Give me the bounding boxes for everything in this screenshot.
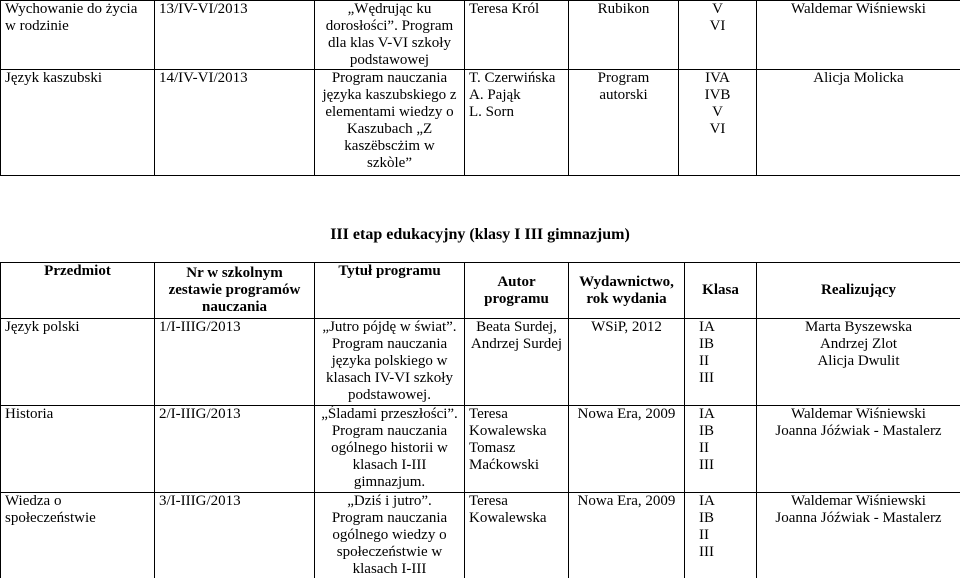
class-line: II [699,353,752,370]
class-line: IA [699,493,752,510]
class-line: IB [699,423,752,440]
class-line: II [699,440,752,457]
class-cell [685,319,757,406]
table-row [1,1,960,70]
title-line: kaszëbscżim w [319,138,460,155]
class-line: III [699,457,752,474]
teacher-line: Andrzej Zlot [761,336,956,353]
table-header-row [1,263,960,319]
teacher-line: Waldemar Wiśniewski [761,406,956,423]
title-line: Program nauczania [319,423,460,440]
author-line: L. Sorn [469,104,564,121]
title-line: gimnazjum. [319,474,460,491]
title-line: Kaszubach „Z [319,121,460,138]
publisher-cell: Nowa Era, 2009 [569,493,685,578]
title-line: podstawowej [319,52,460,69]
author-line: Maćkowski [469,457,564,474]
author-line: Teresa Król [469,1,564,18]
class-line: II [699,527,752,544]
subject-cell: Język kaszubski [1,70,155,176]
program-line: Rubikon [573,1,674,18]
header-publisher: Wydawnictwo, rok wydania [569,263,685,319]
title-line: elementami wiedzy o [319,104,460,121]
author-line: Beata Surdej, [469,319,564,336]
program-line: Program [573,70,674,87]
program-cell [569,1,679,70]
author-line: Teresa [469,406,564,423]
title-line: Program nauczania [319,70,460,87]
title-line: „Śladami przeszłości”. [319,406,460,423]
teacher-line: Alicja Molicka [761,70,956,87]
publisher-cell: Nowa Era, 2009 [569,406,685,493]
section-heading: III etap edukacyjny (klasy I III gimnazjum) [0,226,960,244]
header-title: Tytuł programu [315,263,465,319]
class-line: VI [683,121,752,138]
title-line: „Wędrując ku [319,1,460,18]
class-line: IA [699,406,752,423]
title-cell [315,319,465,406]
top-table [0,0,960,176]
teacher-cell [757,493,960,578]
title-line: ogólnego historii w [319,440,460,457]
title-line: szkòle” [319,155,460,172]
programs-table [0,262,960,578]
class-cell [685,493,757,578]
teacher-line: Alicja Dwulit [761,353,956,370]
class-line: V [683,104,752,121]
title-cell [315,493,465,578]
subject-cell: Wiedza o społeczeństwie [1,493,155,578]
number-cell: 13/IV-VI/2013 [155,1,315,70]
class-line: III [699,544,752,561]
title-line: Program nauczania [319,336,460,353]
teacher-line: Waldemar Wiśniewski [761,493,956,510]
teacher-line: Joanna Jóźwiak - Mastalerz [761,510,956,527]
table-row [1,406,960,493]
author-line: T. Czerwińska [469,70,564,87]
subject-cell: Historia [1,406,155,493]
title-line: klasach IV-VI szkoły [319,370,460,387]
teacher-cell [757,406,960,493]
title-line: języka polskiego w [319,353,460,370]
class-cell [679,70,757,176]
header-author: Autor programu [465,263,569,319]
title-line: „Jutro pójdę w świat”. [319,319,460,336]
author-line: Kowalewska [469,423,564,440]
number-cell: 1/I-IIIG/2013 [155,319,315,406]
header-subject: Przedmiot [1,263,155,319]
subject-cell: Wychowanie do życia w rodzinie [1,1,155,70]
title-cell [315,70,465,176]
author-line: Tomasz [469,440,564,457]
number-cell: 2/I-IIIG/2013 [155,406,315,493]
author-cell [465,319,569,406]
table-row [1,493,960,578]
title-cell [315,1,465,70]
author-line: Kowalewska [469,510,564,527]
header-teacher: Realizujący [757,263,960,319]
publisher-cell: WSiP, 2012 [569,319,685,406]
author-cell [465,406,569,493]
number-cell: 14/IV-VI/2013 [155,70,315,176]
title-line: „Dziś i jutro”. [319,493,460,510]
class-line: III [699,370,752,387]
class-cell [685,406,757,493]
title-line: klasach I-III [319,457,460,474]
class-line: VI [683,18,752,35]
header-class: Klasa [685,263,757,319]
title-line: Program nauczania [319,510,460,527]
teacher-line: Marta Byszewska [761,319,956,336]
class-line: V [683,1,752,18]
title-line: klasach I-III [319,561,460,578]
number-cell: 3/I-IIIG/2013 [155,493,315,578]
subject-cell: Język polski [1,319,155,406]
program-cell [569,70,679,176]
author-line: Teresa [469,493,564,510]
title-line: języka kaszubskiego z [319,87,460,104]
teacher-cell [757,70,960,176]
author-line: A. Pająk [469,87,564,104]
teacher-line: Joanna Jóźwiak - Mastalerz [761,423,956,440]
author-cell [465,1,569,70]
title-line: podstawowej. [319,387,460,404]
class-cell [679,1,757,70]
title-line: ogólnego wiedzy o [319,527,460,544]
class-line: IB [699,336,752,353]
title-line: dorosłości”. Program [319,18,460,35]
title-cell [315,406,465,493]
teacher-line: Waldemar Wiśniewski [761,1,956,18]
author-line: Andrzej Surdej [469,336,564,353]
program-line: autorski [573,87,674,104]
class-line: IVB [683,87,752,104]
table-row [1,319,960,406]
header-number: Nr w szkolnym zestawie programów nauczania [155,263,315,319]
author-cell [465,70,569,176]
author-cell [465,493,569,578]
table-row [1,70,960,176]
title-line: społeczeństwie w [319,544,460,561]
teacher-cell [757,1,960,70]
class-line: IVA [683,70,752,87]
teacher-cell [757,319,960,406]
title-line: dla klas V-VI szkoły [319,35,460,52]
class-line: IB [699,510,752,527]
class-line: IA [699,319,752,336]
